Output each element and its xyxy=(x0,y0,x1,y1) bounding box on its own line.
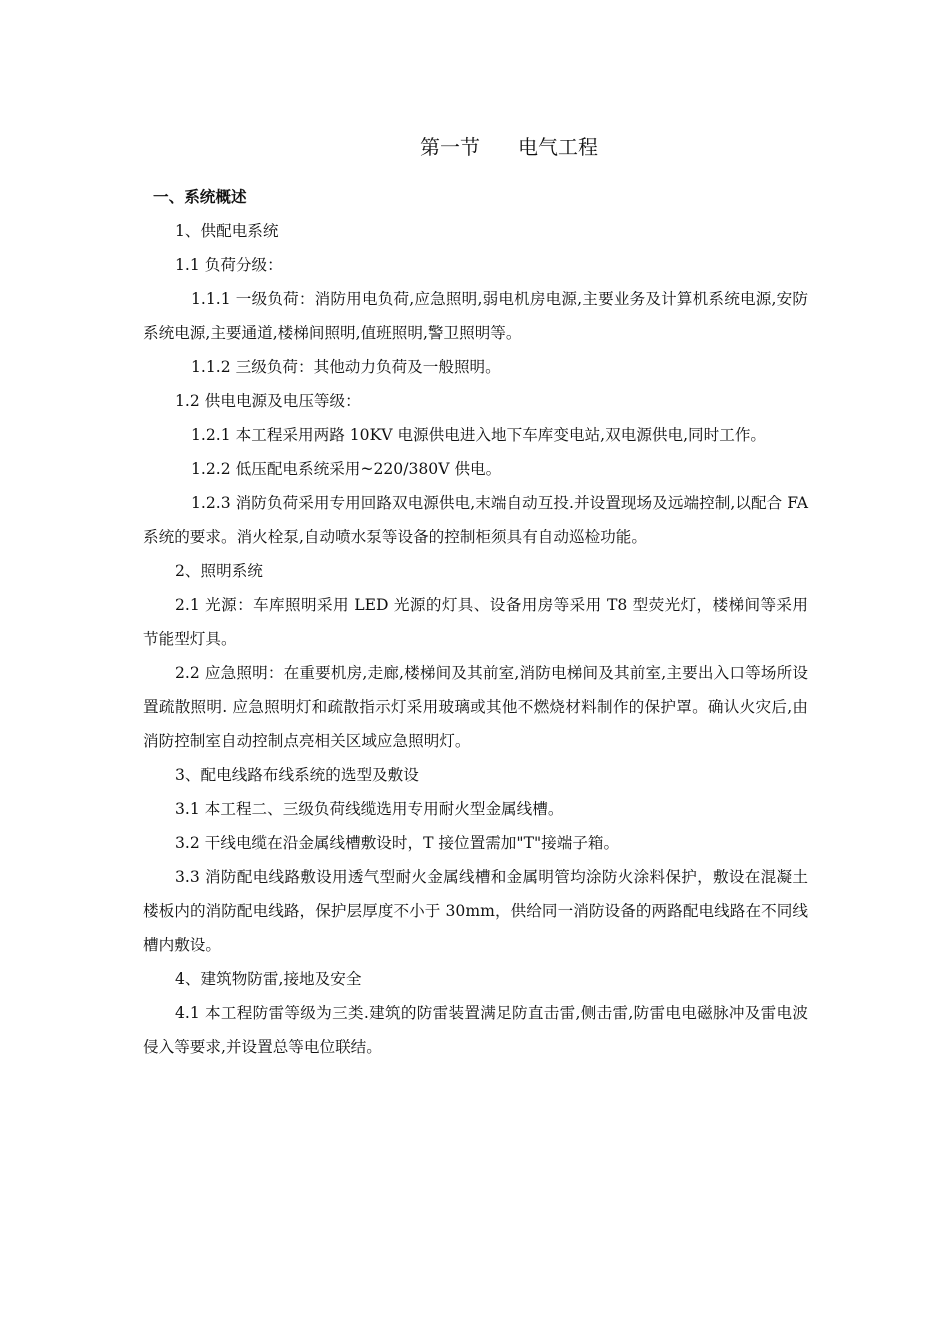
heading-power-supply: 1、供配电系统 xyxy=(175,222,279,240)
paragraph-1-2-3: 1.2.3 消防负荷采用专用回路双电源供电,末端自动互投.并设置现场及远端控制,以配合 FA 系统的要求。消火栓泵,自动喷水泵等设备的控制柜须具有自动巡检功能。 xyxy=(143,494,808,546)
paragraph-1-2-2: 1.2.2 低压配电系统采用~220/380V 供电。 xyxy=(191,460,502,478)
paragraph-2-2: 2.2 应急照明：在重要机房,走廊,楼梯间及其前室,消防电梯间及其前室,主要出入口等场所设置疏散照明. 应急照明灯和疏散指示灯采用玻璃或其他不燃烧材料制作的保护罩。确认火灾后,由消防控制室自动控制点亮相关区域应急照明灯。 xyxy=(143,664,808,750)
section-title xyxy=(0,132,950,162)
section-name: 电气工程 xyxy=(518,135,598,159)
document-body xyxy=(143,180,808,1064)
heading-lighting: 2、照明系统 xyxy=(175,562,263,580)
subheading-load-class: 1.1 负荷分级： xyxy=(175,256,283,274)
paragraph-1-2-1: 1.2.1 本工程采用两路 10KV 电源供电进入地下车库变电站,双电源供电,同时工作。 xyxy=(191,426,767,444)
paragraph-1-1-1: 1.1.1 一级负荷：消防用电负荷,应急照明,弱电机房电源,主要业务及计算机系统电源,安防系统电源,主要通道,楼梯间照明,值班照明,警卫照明等。 xyxy=(143,290,808,342)
paragraph-4-1: 4.1 本工程防雷等级为三类.建筑的防雷装置满足防直击雷,侧击雷,防雷电电磁脉冲及雷电波侵入等要求,并设置总等电位联结。 xyxy=(143,1004,808,1056)
heading-system-overview: 一、系统概述 xyxy=(153,188,247,206)
paragraph-3-2: 3.2 干线电缆在沿金属线槽敷设时，T 接位置需加"T"接端子箱。 xyxy=(175,834,620,852)
paragraph-3-1: 3.1 本工程二、三级负荷线缆选用专用耐火型金属线槽。 xyxy=(175,800,564,818)
paragraph-2-1: 2.1 光源：车库照明采用 LED 光源的灯具、设备用房等采用 T8 型荧光灯，楼梯间等采用节能型灯具。 xyxy=(143,596,808,648)
section-number: 第一节 xyxy=(420,135,480,159)
heading-wiring: 3、配电线路布线系统的选型及敷设 xyxy=(175,766,419,784)
paragraph-3-3: 3.3 消防配电线路敷设用透气型耐火金属线槽和金属明管均涂防火涂料保护，敷设在混凝土楼板内的消防配电线路，保护层厚度不小于 30mm，供给同一消防设备的两路配电线路在不同线槽内敷设。 xyxy=(143,868,808,954)
heading-lightning-protection: 4、建筑物防雷,接地及安全 xyxy=(175,970,362,988)
subheading-power-source: 1.2 供电电源及电压等级： xyxy=(175,392,361,410)
paragraph-1-1-2: 1.1.2 三级负荷：其他动力负荷及一般照明。 xyxy=(191,358,501,376)
